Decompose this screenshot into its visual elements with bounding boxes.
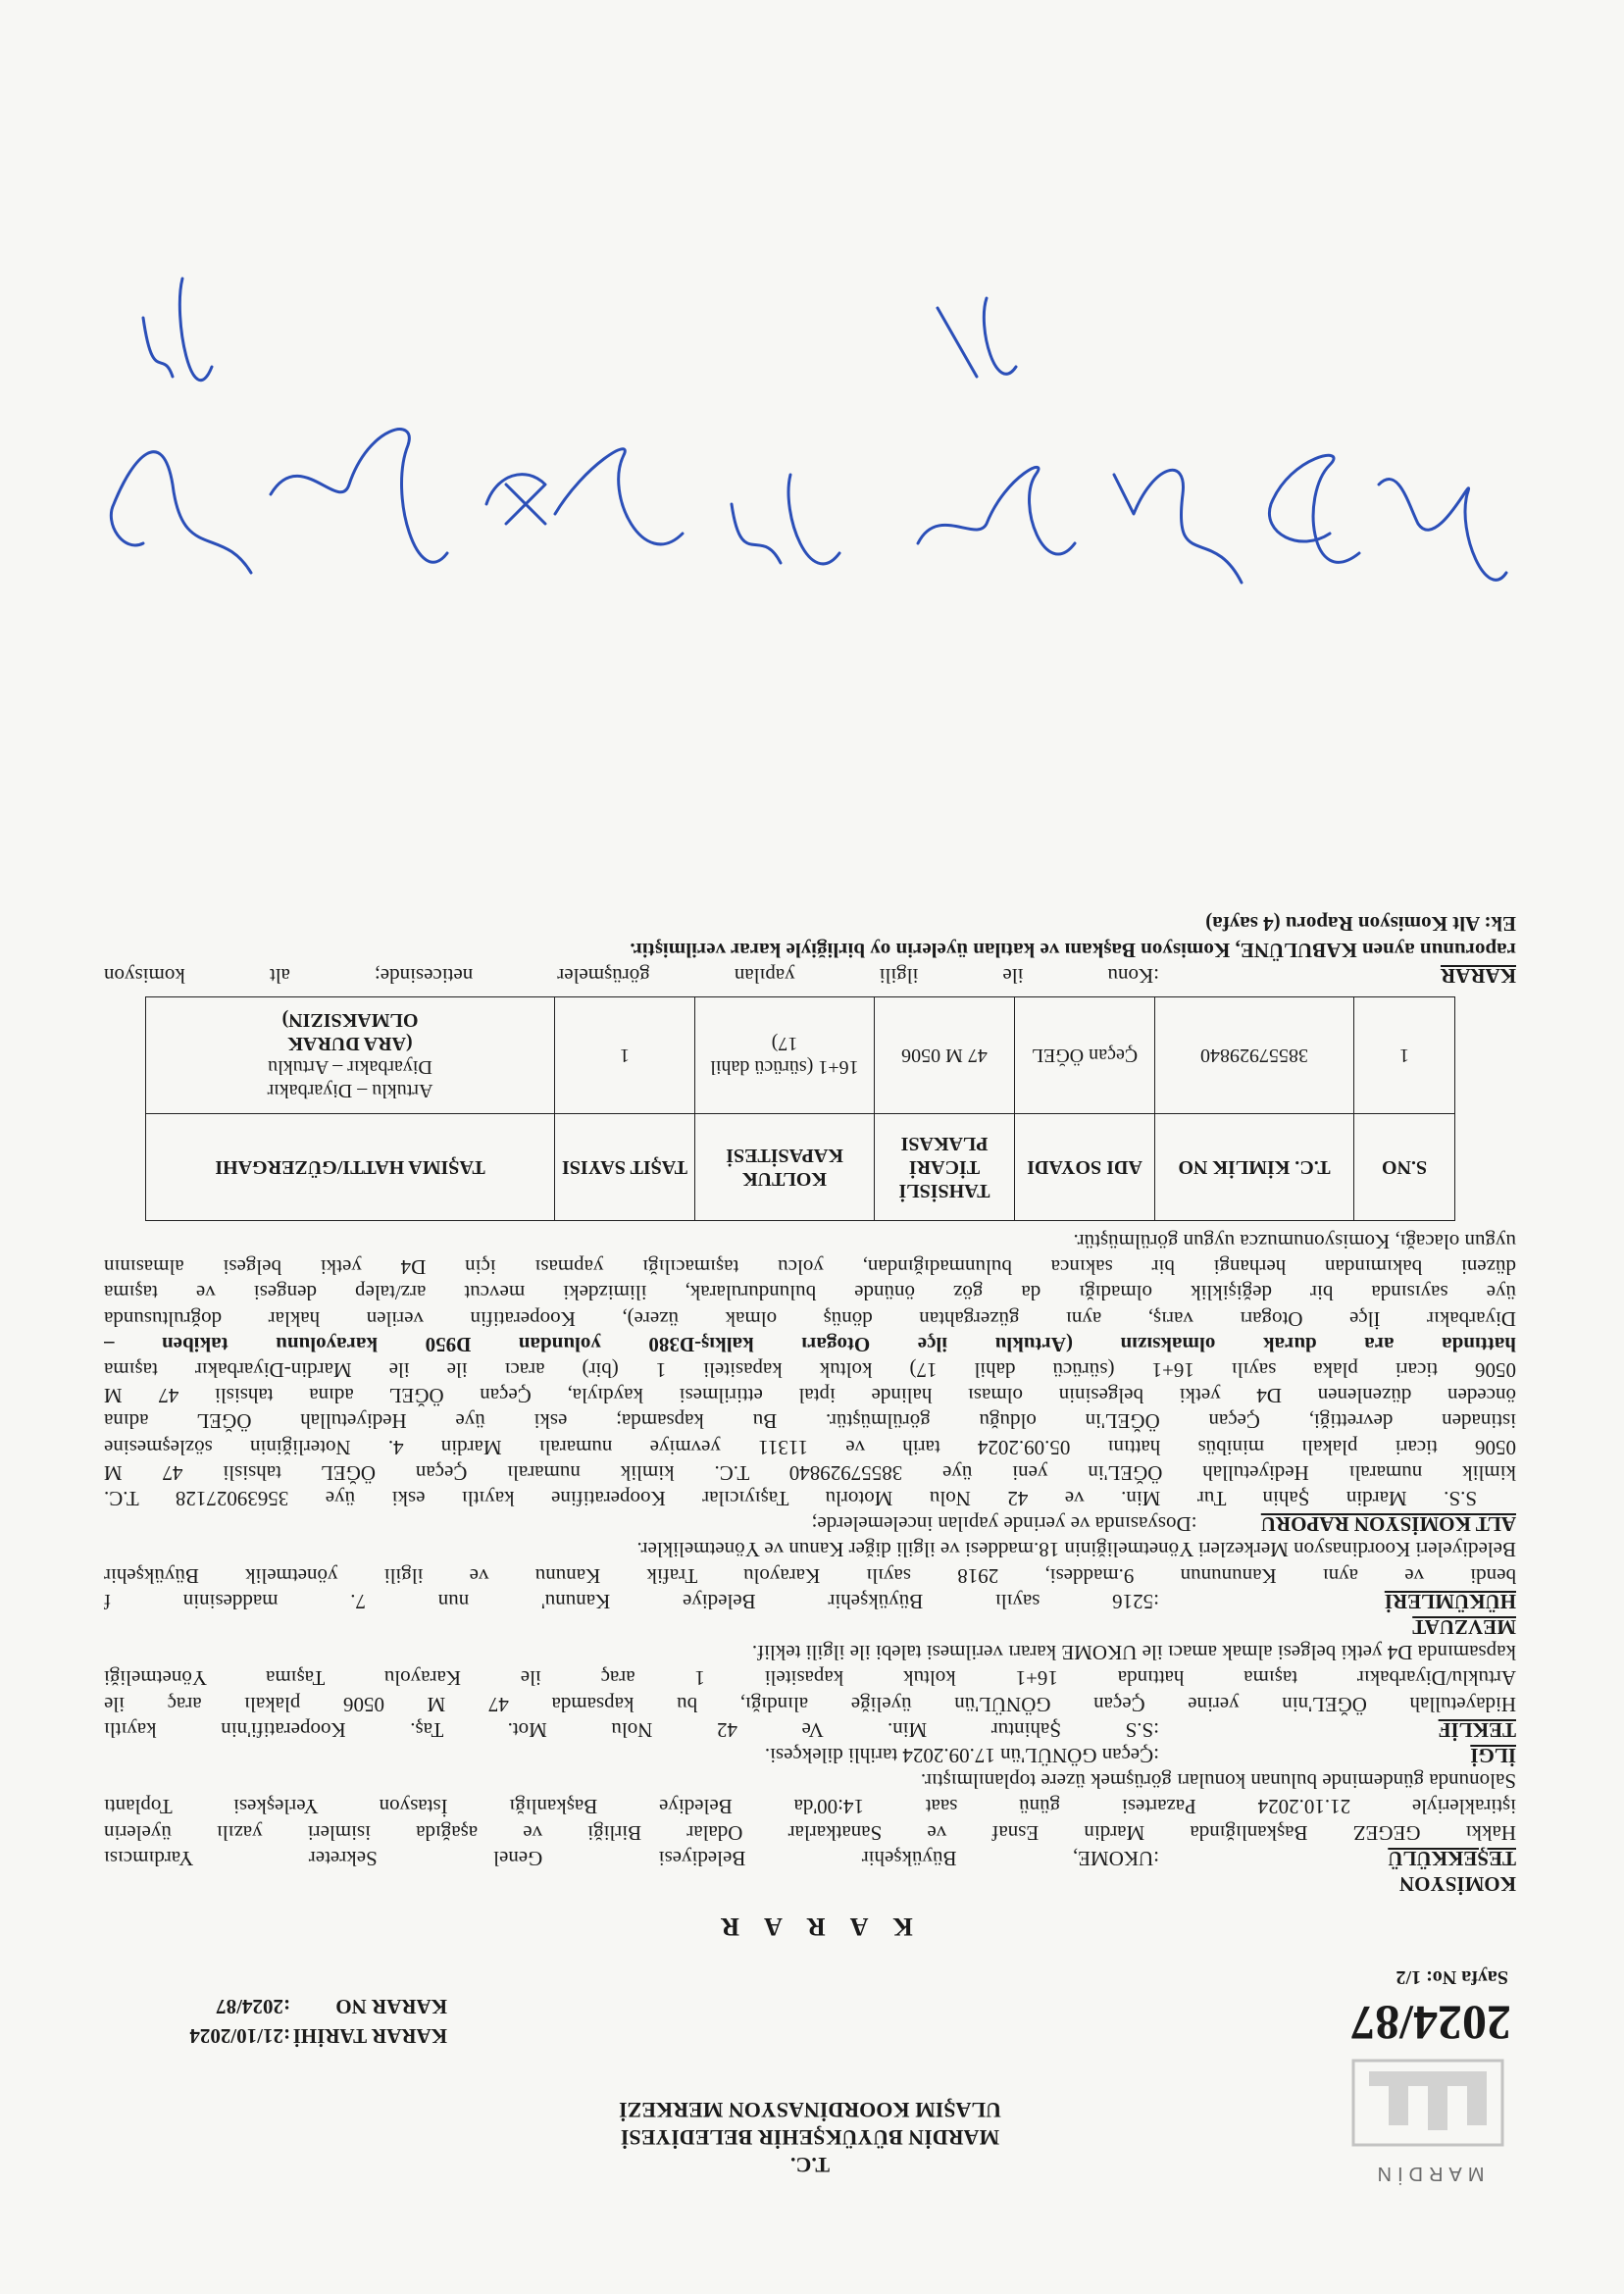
route-line: (ARA DURAK (287, 1032, 413, 1054)
signature-9 (111, 452, 251, 573)
route-line: Artuklu – Diyarbakır (267, 1079, 433, 1101)
header-line-center: ULAŞIM KOORDİNASYON MERKEZİ (619, 2098, 1001, 2122)
th-tc: T.C. KİMLİK NO (1155, 1113, 1354, 1220)
karar-label: KARAR (1441, 963, 1516, 988)
cell-name: Çeçan ÖĞEL (1015, 996, 1155, 1113)
teklif-line: Artuklu/Diyarbakır taşıma hattında 16+1 koltuk kapasiteli 1 araç ile Karayolu Taşıma Yönetmeliği (104, 1666, 1516, 1691)
mevzuat-line: :5216 sayılı Büyükşehir Belediye Kanunu' nun 7. maddesinin f (104, 1589, 1159, 1613)
vehicle-table (145, 996, 1455, 1221)
komisyon-line: Salonunda gündeminde bulunan konuları görüşmek üzere toplanılmıştır. (920, 1769, 1516, 1794)
page-number: Sayfa No: 1/2 (1396, 1966, 1508, 1988)
document-body (104, 911, 1516, 1897)
rapor-line: 0506 ticari plakalı minibüs hattını 05.09.2024 tarih ve 11311 yevmiye numaralı Mardin 4. Noterliğinin sözleşmesine (104, 1435, 1516, 1459)
karar-tarihi-label: KARAR TARİHİ (292, 2024, 447, 2048)
rapor-heading: ALT KOMİSYON RAPORU (1260, 1512, 1516, 1537)
signatures-area (0, 200, 1624, 612)
section-teklif (104, 1640, 1516, 1743)
signature-5 (732, 475, 839, 564)
karar-tarihi-value: :21/10/2024 (189, 2024, 290, 2048)
th-count: TAŞIT SAYISI (555, 1113, 695, 1220)
rapor-line: üye sayısında bir değişiklik olmadığı da göz önünde bulundurularak, ilimizdeki mevcut arz/talep dengesi ve taşıma (104, 1281, 1516, 1305)
karar-line (104, 937, 1516, 962)
komisyon-line: :UKOME, Büyükşehir Belediyesi Genel Sekreter Yardımcısı (104, 1846, 1159, 1870)
th-plate: TAHSİSLİ TİCARİ PLAKASI (875, 1113, 1015, 1220)
ek-line: Ek: Alt Komisyon Raporu (4 sayfa) (1205, 912, 1516, 937)
tesekkulu-label: TEŞEKKÜLÜ (1388, 1846, 1516, 1870)
karar-line: :Konu ile ilgili yapılan görüşmeler neticesinde; alt komisyon (104, 963, 1159, 988)
table-row (146, 996, 1455, 1113)
komisyon-label: KOMİSYON (1398, 1872, 1516, 1896)
karar-no-value: :2024/87 (216, 1995, 290, 2018)
cell-plate: 47 M 0506 (875, 996, 1015, 1113)
mevzuat-line: Belediyeleri Koordinasyon Merkezleri Yönetmeliğinin 18.maddesi ve ilgili diğer Kanun ve Yönetmelikler. (636, 1538, 1516, 1562)
signature-11 (938, 298, 1016, 377)
th-sno: S.NO (1354, 1113, 1455, 1220)
rapor-heading-rest: :Dosyasında ve yerinde yapılan incelemelerde; (811, 1512, 1197, 1537)
ilgi-text: :Çeçan GÖNÜL'ün 17.09.2024 tarihli dilekçesi. (764, 1743, 1159, 1767)
signature-3 (1114, 470, 1242, 583)
karar-no-label: KARAR NO (335, 1995, 447, 2018)
signature-8 (271, 430, 447, 563)
logo-text: MARDİN (1371, 2163, 1485, 2184)
section-alt-komisyon-raporu (104, 1229, 1516, 1537)
rapor-line: hattında ara durak olmaksızın (Artuklu ilçe Otogarı kalkış-D380 yolundan D950 karayolunu takiben – (104, 1332, 1516, 1356)
th-route: TAŞIMA HATTI/GÜZERGAHI (146, 1113, 555, 1220)
rapor-line: S.S. Mardin Şahin Tur Min. ve 42 Nolu Motorlu Taşıyıcılar Kooperatifine kayıtlı eski üye 35639027128 T.C. (104, 1486, 1477, 1510)
komisyon-line: iştirakleriyle 21.10.2024 Pazartesi günü saat 14:00'da Belediye Başkanlığı İstasyon Yerleşkesi Toplantı (104, 1795, 1516, 1819)
teklif-label: TEKLİF (1438, 1717, 1516, 1742)
signature-2 (1269, 455, 1359, 562)
section-ilgi (104, 1743, 1516, 1768)
ilgi-label: İLGİ (1470, 1743, 1516, 1767)
signature-10 (143, 279, 212, 381)
table-header-row (146, 1113, 1455, 1220)
th-name: ADI SOYADI (1015, 1113, 1155, 1220)
section-karar (104, 911, 1516, 989)
decision-meta (114, 1992, 447, 2051)
route-line: OLMAKSIZIN) (281, 1008, 419, 1031)
rapor-line: uygun olacağı, Komisyonumuzca uygun görülmüştür. (1073, 1229, 1516, 1253)
mevzuat-label: MEVZUAT (1412, 1614, 1516, 1639)
teklif-line: Hidayetullah ÖĞEL'nin yerine Çeçan GÖNÜL'ün üyeliğe alındığı, bu kapsamda 47 M 0506 plakalı araç ile (104, 1692, 1516, 1716)
teklif-line: :S.S Şahintur Min. Ve 42 Nolu Mot. Taş. Kooperatifi'nin kayıtlı (104, 1717, 1159, 1742)
rapor-line: düzeni bakımından herhangi bir sakınca bulunmadığından, yolcu taşımacılığı yapması için D4 yetki belgesi almasının (104, 1255, 1516, 1280)
route-line: Diyarbakır – Artuklu (268, 1055, 432, 1078)
rapor-line: 0506 ticari plaka sayılı 16+1 (sürücü dahil 17) koltuk kapasiteli 1 (bir) aracı ile ile Mardin-Diyarbakır taşıma (104, 1357, 1516, 1382)
signature-7 (486, 475, 545, 524)
cell-capacity: 16+1 (sürücü dahil 17) (695, 996, 875, 1113)
hukumleri-label: HÜKÜMLERİ (1384, 1589, 1516, 1613)
karar-line-text: raporunun aynen KABULÜNE, Komisyon Başkanı ve katılan üyelerin oy birliğiyle karar verilmiştir. (630, 938, 1516, 962)
section-komisyon (104, 1768, 1516, 1897)
mevzuat-line: bendi ve aynı Kanununun 9.maddesi, 2918 sayılı Karayolu Trafik Kanunu ve ilgili yönetmelik Büyükşehir (104, 1563, 1516, 1588)
document-title: K A R A R (711, 1912, 913, 1941)
header-line-tc: T.C. (790, 2153, 830, 2177)
cell-sno: 1 (1354, 996, 1455, 1113)
cell-count: 1 (555, 996, 695, 1113)
teklif-line: kapsamında D4 yetki belgesi almak amacı ile UKOME kararı verilmesi talebi ile ilgili teklif. (751, 1641, 1516, 1665)
rapor-line: Diyarbakır İlçe Otogarı varış, aynı güzergahtan dönüş olmak üzere), Kooperatifin verilen haklar doğrultusunda (104, 1306, 1516, 1331)
header-line-municipality: MARDİN BÜYÜKŞEHİR BELEDİYESİ (620, 2125, 1000, 2150)
section-mevzuat (104, 1537, 1516, 1640)
rapor-line: istinaden devrettiği, Çeçan ÖĞEL'in olduğu görülmüştür. Bu kapsamda; eski üye Hediyetullah ÖĞEL adına (104, 1409, 1516, 1434)
document-header (467, 2096, 1153, 2178)
signature-4 (918, 467, 1075, 554)
signature-1 (1379, 480, 1506, 581)
cell-route (146, 996, 555, 1113)
th-capacity: KOLTUK KAPASİTESİ (695, 1113, 875, 1220)
signature-6 (555, 449, 683, 544)
rapor-line: kimlik numaralı Hediyetullah ÖĞEL'in yeni üye 38557929840 T.C. kimlik numaralı Çeçan ÖĞEL tahsisli 47 M (104, 1460, 1516, 1485)
komisyon-line: Hakkı GEGEZ Başkanlığında Mardin Esnaf ve Sanatkarlar Odalar Birliği ve aşağıda isimleri yazılı üyelerin (104, 1820, 1516, 1845)
rapor-line: önceden düzenlenen D4 yetki belgesinin olması halinde iptal ettirilmesi kaydıyla, Çeçan ÖĞEL adına tahsisli 47 M (104, 1384, 1516, 1408)
cell-tc: 38557929840 (1155, 996, 1354, 1113)
decision-number-large: 2024/87 (1350, 1996, 1511, 2051)
